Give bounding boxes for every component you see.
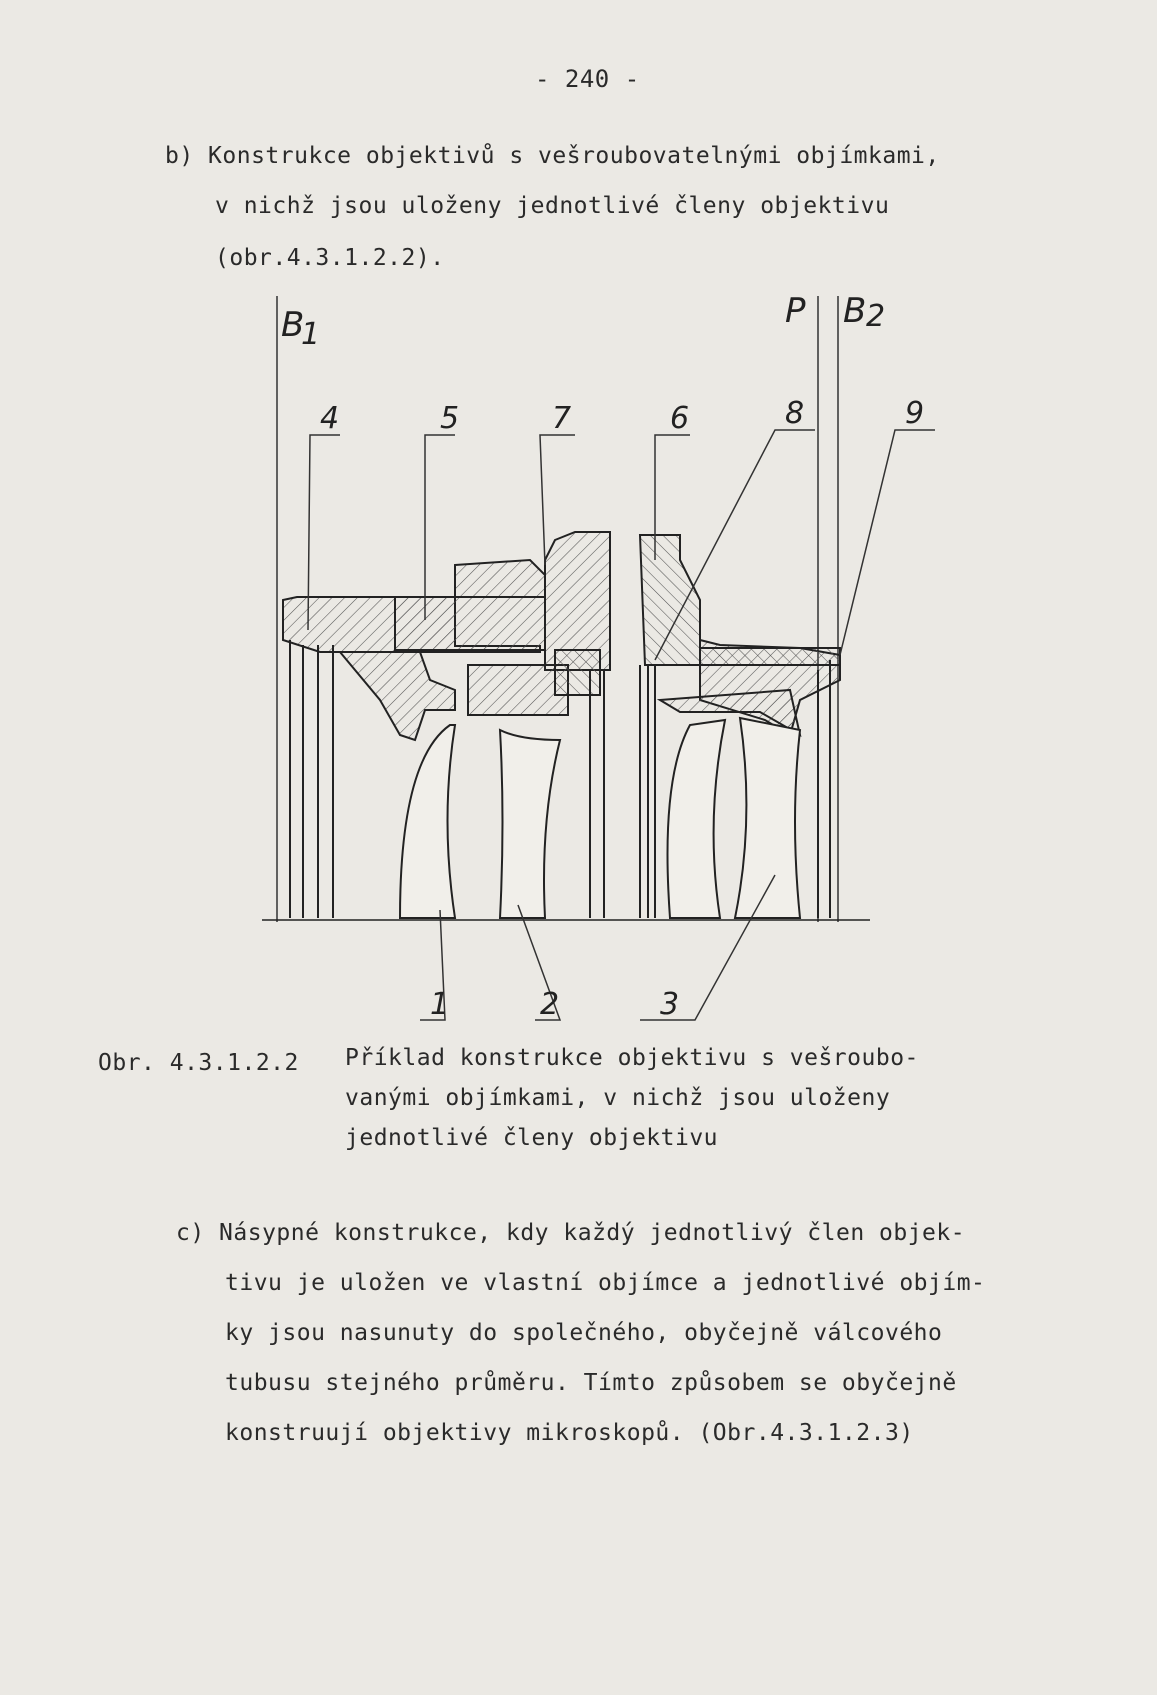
section-b-line-1: b) Konstrukce objektivů s vešroubovatelnými objímkami, <box>165 143 940 169</box>
section-c-line-3: ky jsou nasunuty do společného, obyčejně válcového <box>225 1320 943 1346</box>
label-part-3: 3 <box>660 987 680 1022</box>
label-part-6: 6 <box>670 401 690 436</box>
label-p: P <box>785 291 806 331</box>
label-part-2: 2 <box>540 987 560 1022</box>
section-c-line-4: tubusu stejného průměru. Tímto způsobem se obyčejně <box>225 1370 957 1396</box>
section-b-line-3: (obr.4.3.1.2.2). <box>215 245 445 271</box>
label-part-8: 8 <box>785 396 805 431</box>
label-part-4: 4 <box>320 401 340 436</box>
label-b1: B <box>281 305 305 345</box>
lens-2 <box>500 730 560 918</box>
section-c-line-2: tivu je uložen ve vlastní objímce a jednotlivé objím- <box>225 1270 986 1296</box>
label-part-7: 7 <box>552 401 572 436</box>
section-c-line-5: konstruují objektivy mikroskopů. (Obr.4.3.1.2.3) <box>225 1420 914 1446</box>
label-b2-subscript: 2 <box>866 299 886 334</box>
label-b2: B <box>843 291 867 331</box>
figure-caption-line-2: vanými objímkami, v nichž jsou uloženy <box>345 1085 891 1111</box>
label-part-9: 9 <box>905 396 925 431</box>
figure-caption-line-1: Příklad konstrukce objektivu s vešroubo- <box>345 1045 919 1071</box>
figure-caption-number: Obr. 4.3.1.2.2 <box>98 1050 299 1076</box>
page-number: - 240 - <box>535 65 640 93</box>
section-b-line-2: v nichž jsou uloženy jednotlivé členy objektivu <box>215 193 890 219</box>
outer-housing <box>283 532 840 740</box>
label-part-1: 1 <box>430 987 450 1022</box>
figure-caption-line-3: jednotlivé členy objektivu <box>345 1125 719 1151</box>
lens-elements <box>400 718 800 918</box>
label-part-5: 5 <box>440 401 460 436</box>
section-c-line-1: c) Násypné konstrukce, kdy každý jednotlivý člen objek- <box>176 1220 966 1246</box>
lens-3a <box>668 720 726 918</box>
lens-1 <box>400 725 455 918</box>
label-b1-subscript: 1 <box>301 317 321 352</box>
